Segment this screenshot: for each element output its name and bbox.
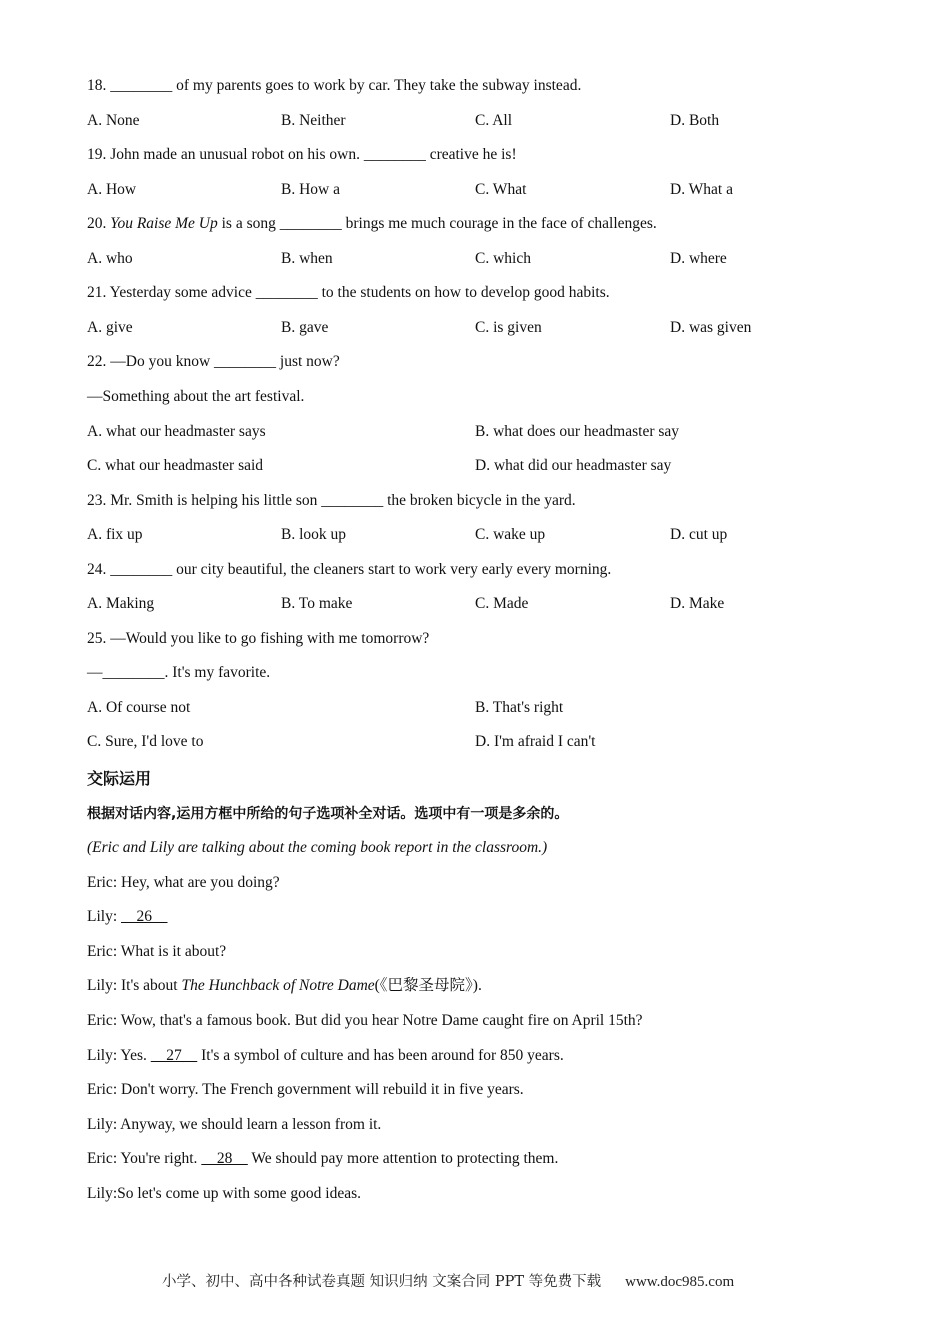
q23-option-a: A. fix up xyxy=(87,526,143,543)
q22-option-b: B. what does our headmaster say xyxy=(475,423,680,440)
q22-option-c: C. what our headmaster said xyxy=(87,457,264,474)
q19-option-b: B. How a xyxy=(281,181,340,198)
question-22-reply: —Something about the art festival. xyxy=(87,388,305,405)
q18-option-a: A. None xyxy=(87,112,140,129)
book-title: The Hunchback of Notre Dame xyxy=(181,977,375,994)
q24-option-c: C. Made xyxy=(475,595,529,612)
dialogue-line-4 xyxy=(87,976,482,996)
q24-option-b: B. To make xyxy=(281,595,353,612)
q23-option-b: B. look up xyxy=(281,526,347,543)
speaker: Lily: xyxy=(87,908,122,925)
page-footer xyxy=(162,1270,734,1291)
q20-song-title: You Raise Me Up xyxy=(110,215,218,232)
line-9-post: We should pay more attention to protecting them. xyxy=(247,1150,559,1167)
line-4-pre: Lily: It's about xyxy=(87,977,182,994)
dialogue-line-5: Eric: Wow, that's a famous book. But did you hear Notre Dame caught fire on April 15th? xyxy=(87,1012,643,1029)
q20-option-b: B. when xyxy=(281,250,333,267)
blank-28: 28 xyxy=(201,1150,248,1167)
q24-option-d: D. Make xyxy=(670,595,725,612)
q21-option-a: A. give xyxy=(87,319,133,336)
q20-number: 20. xyxy=(87,215,107,232)
question-21-stem: 21. Yesterday some advice ________ to the students on how to develop good habits. xyxy=(87,284,610,301)
dialogue-line-2 xyxy=(87,907,168,927)
dialogue-line-7: Eric: Don't worry. The French government will rebuild it in five years. xyxy=(87,1081,524,1098)
footer-url[interactable]: www.doc985.com xyxy=(625,1274,735,1290)
line-9-pre: Eric: You're right. xyxy=(87,1150,202,1167)
question-23-stem: 23. Mr. Smith is helping his little son ________ the broken bicycle in the yard. xyxy=(87,492,576,509)
q20-option-d: D. where xyxy=(670,250,727,267)
dialogue-context: (Eric and Lily are talking about the coming book report in the classroom.) xyxy=(87,839,548,856)
dialogue-line-3: Eric: What is it about? xyxy=(87,943,227,960)
q18-option-b: B. Neither xyxy=(281,112,346,129)
section-heading: 交际运用 xyxy=(87,769,152,788)
question-19-stem: 19. John made an unusual robot on his own. ________ creative he is! xyxy=(87,146,517,163)
q20-option-c: C. which xyxy=(475,250,531,267)
q25-option-c: C. Sure, I'd love to xyxy=(87,733,204,750)
dialogue-line-1: Eric: Hey, what are you doing? xyxy=(87,874,280,891)
question-18-stem: 18. ________ of my parents goes to work by car. They take the subway instead. xyxy=(87,77,582,94)
q22-option-d: D. what did our headmaster say xyxy=(475,457,672,474)
dialogue-line-10: Lily:So let's come up with some good ideas. xyxy=(87,1185,362,1202)
q20-option-a: A. who xyxy=(87,250,133,267)
question-25-stem: 25. —Would you like to go fishing with me tomorrow? xyxy=(87,630,430,647)
q19-option-d: D. What a xyxy=(670,181,733,198)
line-6-pre: Lily: Yes. xyxy=(87,1047,151,1064)
section-instruction: 根据对话内容,运用方框中所给的句子选项补全对话。选项中有一项是多余的。 xyxy=(87,806,569,822)
blank-27: 27 xyxy=(150,1047,198,1064)
dialogue-line-9 xyxy=(87,1149,558,1169)
dialogue-line-8: Lily: Anyway, we should learn a lesson from it. xyxy=(87,1116,382,1133)
question-22-stem: 22. —Do you know ________ just now? xyxy=(87,353,340,370)
question-20-stem xyxy=(87,214,657,234)
q23-option-d: D. cut up xyxy=(670,526,728,543)
q21-option-d: D. was given xyxy=(670,319,752,336)
line-4-post: (《巴黎圣母院》). xyxy=(374,977,482,994)
q21-option-b: B. gave xyxy=(281,319,329,336)
q19-option-c: C. What xyxy=(475,181,527,198)
dialogue-line-6 xyxy=(87,1046,564,1066)
q20-rest: is a song ________ brings me much courage in the face of challenges. xyxy=(217,215,657,232)
blank-26: 26 xyxy=(121,908,168,925)
line-6-post: It's a symbol of culture and has been around for 850 years. xyxy=(197,1047,564,1064)
question-24-stem: 24. ________ our city beautiful, the cleaners start to work very early every morning. xyxy=(87,561,612,578)
q25-option-a: A. Of course not xyxy=(87,699,191,716)
q24-option-a: A. Making xyxy=(87,595,155,612)
q18-option-c: C. All xyxy=(475,112,513,129)
q25-option-b: B. That's right xyxy=(475,699,564,716)
q25-option-d: D. I'm afraid I can't xyxy=(475,733,596,750)
q22-option-a: A. what our headmaster says xyxy=(87,423,266,440)
q19-option-a: A. How xyxy=(87,181,137,198)
question-25-reply: —________. It's my favorite. xyxy=(87,664,271,681)
q23-option-c: C. wake up xyxy=(475,526,546,543)
q21-option-c: C. is given xyxy=(475,319,542,336)
footer-text: 小学、初中、高中各种试卷真题 知识归纳 文案合同 PPT 等免费下载 xyxy=(162,1274,602,1290)
q18-option-d: D. Both xyxy=(670,112,720,129)
